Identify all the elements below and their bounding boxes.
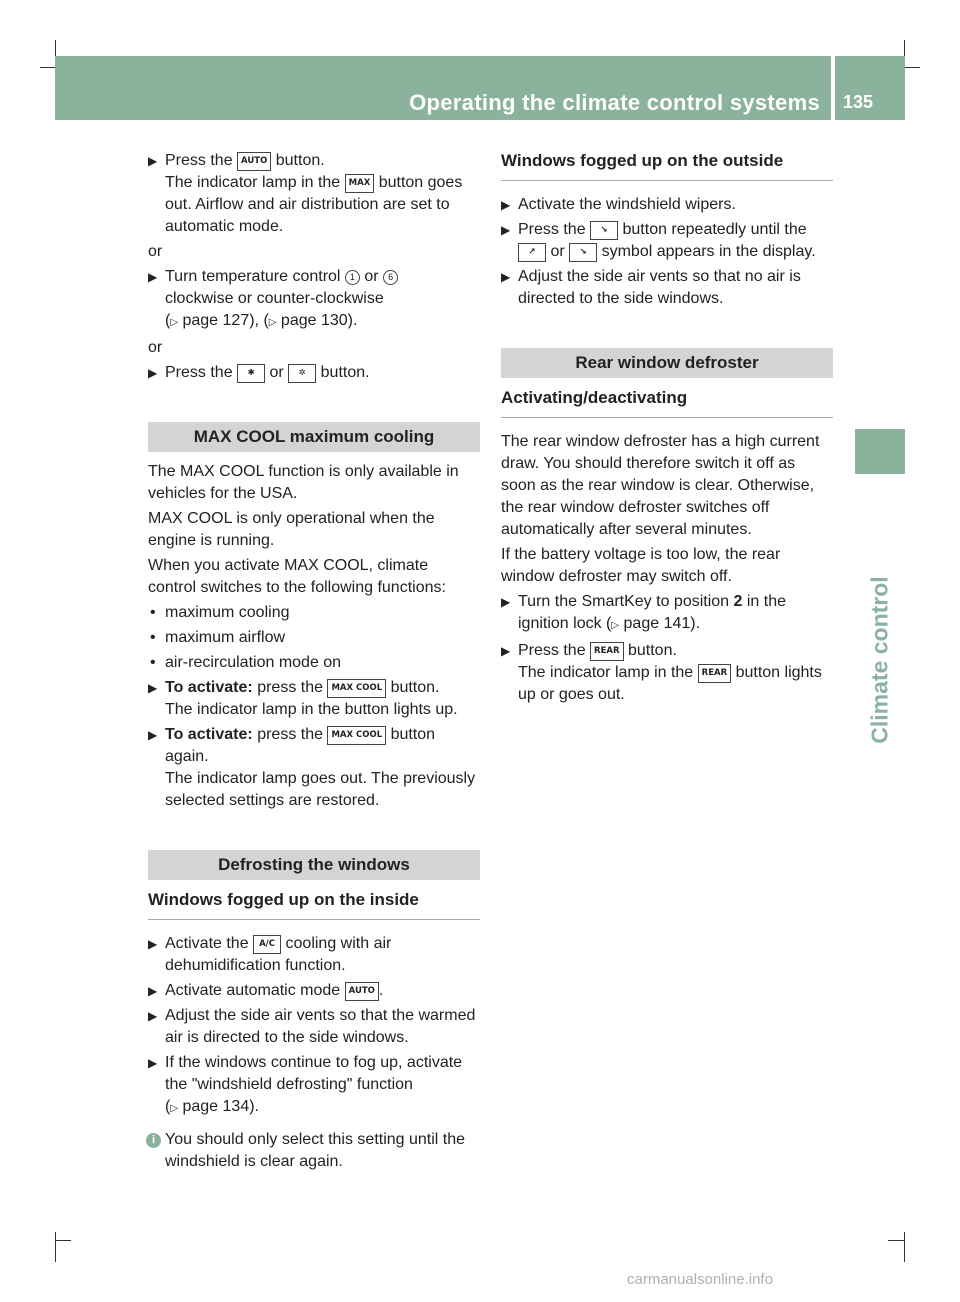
air-distribution-symbol-a-icon: ↗ [518, 243, 546, 262]
crop-mark [55, 1232, 56, 1262]
section-heading-max-cool: MAX COOL maximum cooling [148, 422, 480, 452]
bullet-icon: • [150, 629, 156, 646]
instruction-step: ▶ Activate the A/C cooling with air dehumidification function. [148, 935, 392, 974]
callout-6-icon: 6 [383, 270, 398, 285]
ac-button-icon: A/C [253, 935, 281, 954]
max-cool-button-icon: MAX COOL [327, 726, 386, 745]
paragraph: MAX COOL is only operational when the engine is running. [148, 510, 435, 549]
section-heading-rear-defroster: Rear window defroster [501, 348, 833, 378]
or-text: or [148, 339, 163, 356]
right-column [501, 150, 833, 709]
step-arrow-icon: ▶ [148, 1009, 158, 1023]
instruction-step: ▶ Adjust the side air vents so that no air is directed to the side windows. [501, 268, 801, 307]
page-ref-arrow-icon: ▷ [268, 317, 277, 328]
instruction-step: ▶ If the windows continue to fog up, activate the "windshield defrosting" function (▷ page 134). [148, 1054, 463, 1115]
step-arrow-icon: ▶ [501, 595, 511, 609]
max-cool-button-icon: MAX COOL [327, 679, 386, 698]
step-arrow-icon: ▶ [148, 728, 158, 742]
instruction-step: ▶ Press the REAR button. The indicator lamp in the REAR button lights up or goes out. [501, 642, 822, 703]
rear-defrost-button-icon: REAR [698, 664, 731, 683]
subheading-outside: Windows fogged up on the outside [501, 150, 833, 181]
step-arrow-icon: ▶ [501, 644, 511, 658]
air-distribution-symbol-b-icon: ↘ [569, 243, 597, 262]
crop-mark [888, 1240, 904, 1241]
paragraph: The rear window defroster has a high current draw. You should therefore switch it off as soon as the rear window is clear. Otherwise, the rear window defroster switches off automatically after several minutes. [501, 433, 820, 538]
instruction-step: ▶ Press the AUTO button. The indicator lamp in the MAX button goes out. Airflow and air distribution are set to automatic mode. [148, 152, 463, 235]
instruction-step: ▶ Activate the windshield wipers. [501, 194, 833, 216]
paragraph: The MAX COOL function is only available in vehicles for the USA. [148, 463, 459, 502]
auto-button-icon: AUTO [345, 982, 379, 1001]
side-tab-block [855, 429, 905, 474]
watermark: carmanualsonline.info [627, 1271, 773, 1288]
page-number: 135 [843, 92, 874, 112]
step-arrow-icon: ▶ [148, 366, 158, 380]
subheading-inside: Windows fogged up on the inside [148, 889, 480, 920]
crop-mark [904, 1232, 905, 1262]
air-distribution-button-icon: ↘ [590, 221, 618, 240]
page-ref-arrow-icon: ▷ [611, 620, 620, 631]
step-arrow-icon: ▶ [148, 937, 158, 951]
instruction-step: ▶ Press the ↘ button repeatedly until the ↗ or ↘ symbol appears in the display. [501, 221, 816, 260]
instruction-step: ▶ To activate: press the MAX COOL button again. The indicator lamp goes out. The previously selected settings are restored. [148, 726, 476, 809]
page-ref-arrow-icon: ▷ [170, 1103, 179, 1114]
list-item: • maximum cooling [148, 602, 480, 624]
list-item: • air-recirculation mode on [148, 652, 480, 674]
step-arrow-icon: ▶ [148, 270, 158, 284]
instruction-step: ▶ Turn temperature control 1 or 6 clockwise or counter-clockwise (▷ page 127), (▷ page 130). [148, 266, 480, 334]
step-arrow-icon: ▶ [148, 984, 158, 998]
auto-button-icon: AUTO [237, 152, 271, 171]
rear-defrost-button-icon: REAR [590, 642, 623, 661]
fan-up-button-icon: ✱ [237, 364, 265, 383]
or-text: or [148, 243, 163, 260]
fan-down-button-icon: ✲ [288, 364, 316, 383]
paragraph: If the battery voltage is too low, the rear window defroster may switch off. [501, 546, 781, 585]
instruction-step: ▶ Adjust the side air vents so that the warmed air is directed to the side windows. [148, 1007, 476, 1046]
step-arrow-icon: ▶ [501, 198, 511, 212]
callout-1-icon: 1 [345, 270, 360, 285]
side-tab-label: Climate control [866, 576, 893, 744]
paragraph: When you activate MAX COOL, climate control switches to the following functions: [148, 557, 446, 596]
header-divider [831, 56, 835, 120]
instruction-step: ▶ To activate: press the MAX COOL button. The indicator lamp in the button lights up. [148, 679, 458, 718]
info-icon: i [146, 1133, 161, 1148]
instruction-step: ▶ Turn the SmartKey to position 2 in the ignition lock (▷ page 141). [501, 593, 787, 632]
instruction-step: ▶ Activate automatic mode AUTO . [148, 980, 480, 1002]
instruction-step: ▶ Press the ✱ or ✲ button. [148, 362, 480, 384]
defrost-max-button-icon: MAX [345, 174, 375, 193]
page-title: Operating the climate control systems [409, 90, 820, 115]
page-ref-arrow-icon: ▷ [170, 317, 179, 328]
step-arrow-icon: ▶ [501, 270, 511, 284]
info-note: i You should only select this setting until the windshield is clear again. [148, 1129, 480, 1173]
section-heading-defrosting: Defrosting the windows [148, 850, 480, 880]
crop-mark [55, 1240, 71, 1241]
bullet-icon: • [150, 604, 156, 621]
bullet-icon: • [150, 654, 156, 671]
step-arrow-icon: ▶ [148, 154, 158, 168]
step-arrow-icon: ▶ [148, 681, 158, 695]
subheading-activating: Activating/deactivating [501, 387, 833, 418]
step-arrow-icon: ▶ [501, 223, 511, 237]
step-arrow-icon: ▶ [148, 1056, 158, 1070]
left-column [148, 150, 480, 1176]
list-item: • maximum airflow [148, 627, 480, 649]
